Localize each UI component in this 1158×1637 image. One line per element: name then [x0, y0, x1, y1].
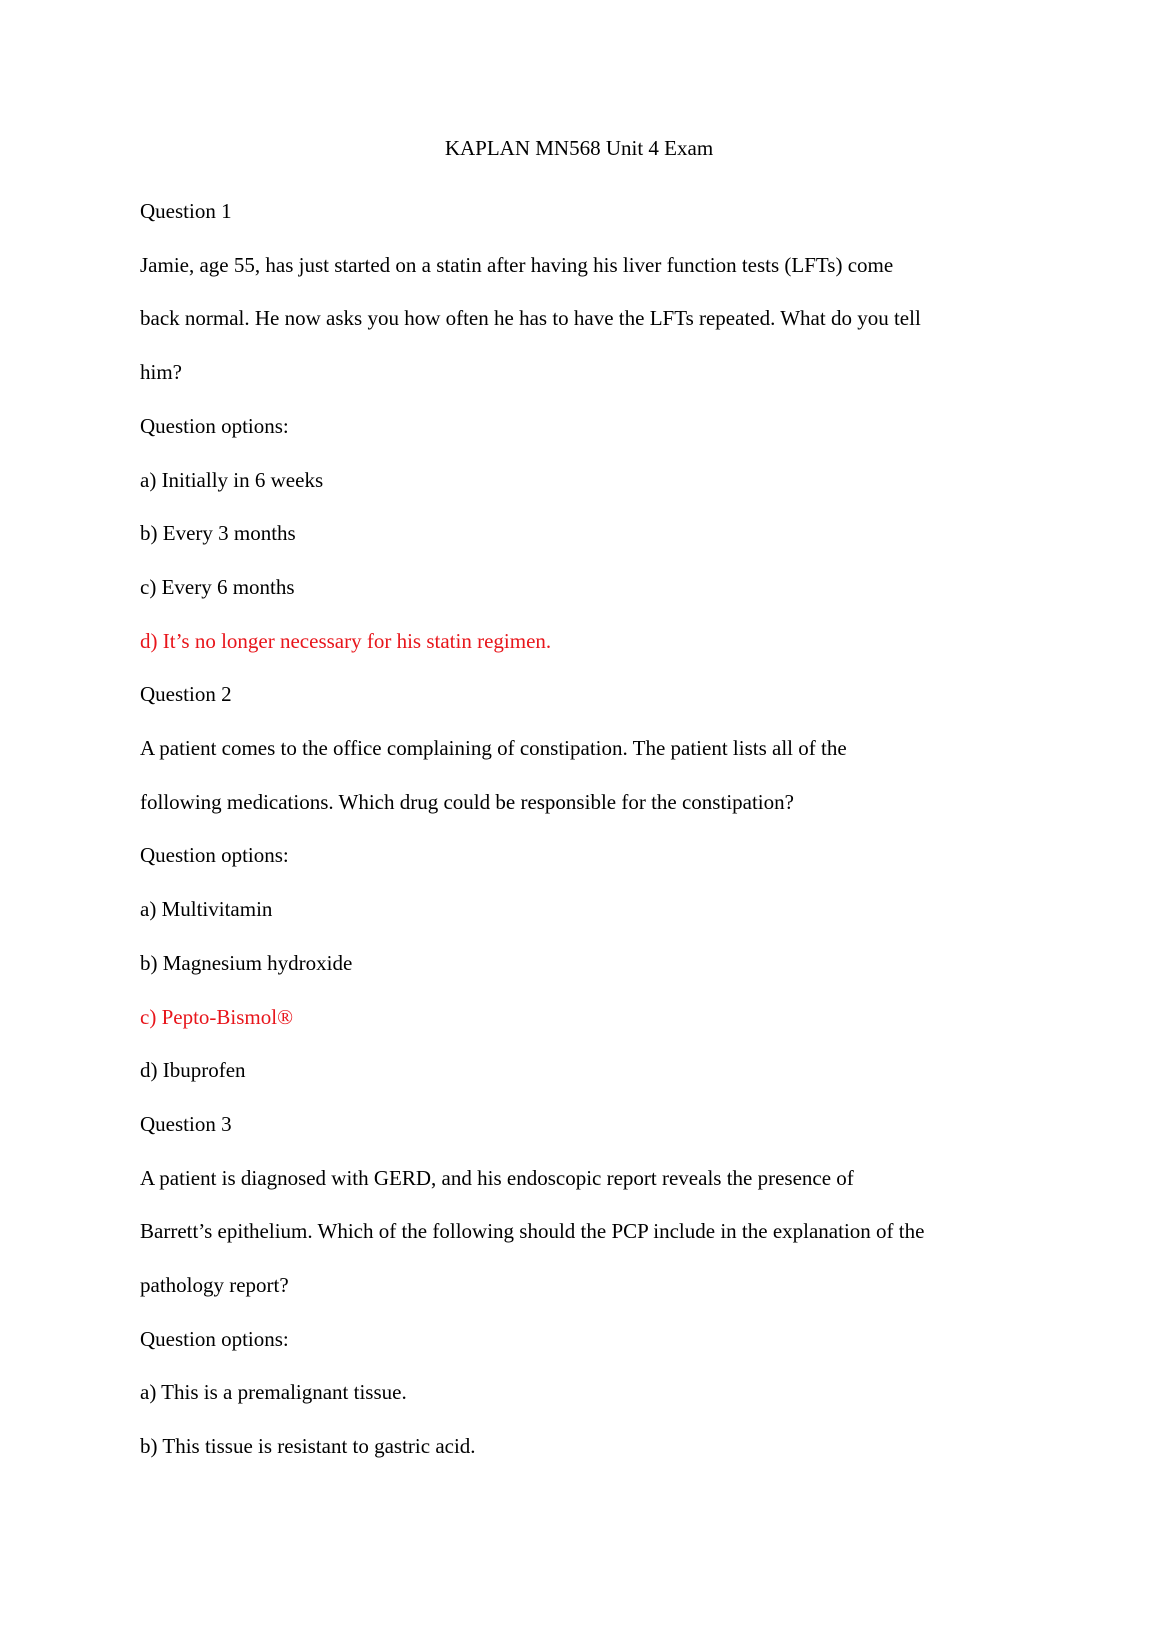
answer-option: b) This tissue is resistant to gastric acid.: [140, 1434, 476, 1459]
answer-option: a) Initially in 6 weeks: [140, 467, 324, 492]
question-stem-line: following medications. Which drug could be responsible for the constipation?: [140, 789, 794, 814]
answer-option: a) This is a premalignant tissue.: [140, 1380, 407, 1405]
question-heading: Question 2: [140, 682, 232, 707]
answer-option: b) Every 3 months: [140, 521, 296, 546]
options-label: Question options:: [140, 843, 289, 868]
answer-option: b) Magnesium hydroxide: [140, 950, 353, 975]
answer-option: a) Multivitamin: [140, 897, 273, 922]
question-stem-line: Jamie, age 55, has just started on a statin after having his liver function tests (LFTs) come: [140, 252, 894, 277]
answer-option: c) Every 6 months: [140, 574, 295, 599]
question-heading: Question 1: [140, 199, 232, 223]
correct-answer-option: d) It’s no longer necessary for his statin regimen.: [140, 628, 552, 653]
question-stem-line: A patient comes to the office complaining of constipation. The patient lists all of the: [140, 736, 847, 761]
correct-answer-option: c) Pepto-Bismol®: [140, 1004, 294, 1029]
question-heading: Question 3: [140, 1111, 232, 1136]
document-title: KAPLAN MN568 Unit 4 Exam: [444, 136, 714, 160]
question-stem-line: back normal. He now asks you how often he has to have the LFTs repeated. What do you tell: [140, 306, 921, 331]
question-block: [140, 185, 1020, 668]
question-stem-line: A patient is diagnosed with GERD, and his endoscopic report reveals the presence of: [140, 1165, 854, 1190]
options-label: Question options:: [140, 413, 289, 438]
options-label: Question options:: [140, 1326, 289, 1351]
question-block: [140, 1098, 1020, 1474]
question-stem-line: pathology report?: [140, 1273, 289, 1298]
question-block: [140, 668, 1020, 1098]
answer-option: d) Ibuprofen: [140, 1058, 246, 1083]
question-stem-line: him?: [140, 360, 182, 385]
document-body: [140, 185, 1020, 1474]
question-stem-line: Barrett’s epithelium. Which of the following should the PCP include in the explanation of the: [140, 1219, 925, 1244]
